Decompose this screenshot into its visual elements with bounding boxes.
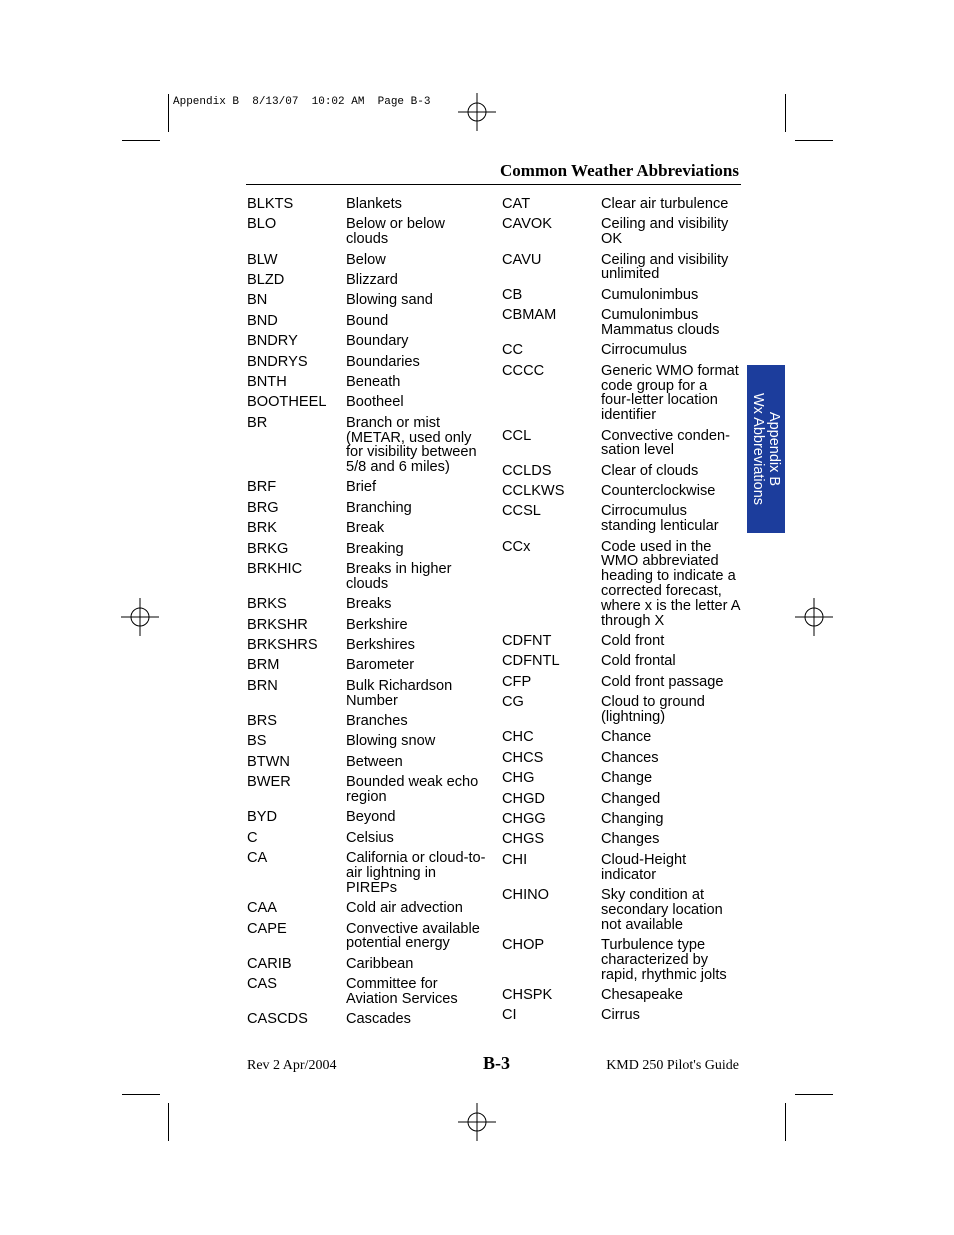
abbreviation-definition: Bulk Richardson Number <box>346 677 453 709</box>
abbreviation-code: CCLKWS <box>502 483 565 500</box>
abbreviation-code: CAS <box>247 976 278 993</box>
abbreviation-definition: Chances <box>601 749 659 766</box>
abbreviation-definition: Clear air turbulence <box>601 196 729 212</box>
abbreviation-definition: Berkshire <box>346 616 408 633</box>
crop-mark <box>122 140 160 141</box>
abbreviation-entry <box>247 977 486 1007</box>
abbreviation-entry <box>502 938 741 982</box>
abbreviation-definition: Breaks in higher clouds <box>346 561 452 592</box>
abbreviation-entry <box>247 714 486 729</box>
abbreviation-code: BRKSHR <box>247 616 308 633</box>
registration-mark-icon <box>795 598 833 636</box>
abbreviation-code: BRK <box>247 520 278 537</box>
abbreviation-entry <box>502 634 741 649</box>
abbreviation-entry <box>247 562 486 592</box>
abbreviation-entry <box>247 810 486 825</box>
abbreviation-code: CCSL <box>502 503 541 520</box>
abbreviation-code: BRS <box>247 712 278 729</box>
footer-page-number: B-3 <box>483 1053 510 1073</box>
abbreviation-definition: Blowing sand <box>346 292 433 309</box>
abbreviation-code: CHC <box>502 729 534 746</box>
abbreviation-code: CAT <box>502 196 531 212</box>
abbreviation-code: CHG <box>502 770 535 787</box>
abbreviation-definition: Committee for Aviation Services <box>346 976 458 1007</box>
crop-mark <box>168 1103 169 1141</box>
abbreviation-entry <box>502 832 741 847</box>
abbreviation-entry <box>247 395 486 410</box>
abbreviation-entry <box>247 734 486 749</box>
abbreviation-entry <box>502 751 741 766</box>
abbreviation-code: CCL <box>502 427 532 444</box>
abbreviation-definition: Changed <box>601 790 661 807</box>
abbreviation-code: CARIB <box>247 955 292 972</box>
abbreviation-code: CI <box>502 1007 517 1024</box>
abbreviation-code: CCLDS <box>502 462 552 479</box>
registration-mark-icon <box>458 93 496 131</box>
abbreviation-definition: Blowing snow <box>346 733 436 750</box>
abbreviation-code: C <box>247 829 258 846</box>
abbreviation-definition: Branch or mist (METAR, used only for visibility between 5/8 and 6 miles) <box>346 414 477 476</box>
abbreviation-entry <box>247 480 486 495</box>
abbreviation-entry <box>247 831 486 846</box>
registration-mark-icon <box>458 1103 496 1141</box>
abbreviation-definition: Convective available potential energy <box>346 920 480 952</box>
abbreviation-code: BRKSHRS <box>247 637 318 654</box>
abbreviation-definition: Beyond <box>346 809 396 826</box>
abbreviation-code: CA <box>247 850 268 867</box>
abbreviation-code: BRKG <box>247 540 289 557</box>
abbreviation-entry <box>502 675 741 690</box>
abbreviation-definition: Branches <box>346 712 408 729</box>
abbreviation-code: BYD <box>247 809 278 826</box>
abbreviation-code: CAPE <box>247 920 287 937</box>
abbreviation-definition: Breaks <box>346 596 392 613</box>
abbreviation-entry <box>247 197 486 212</box>
abbreviation-code: BRM <box>247 657 280 674</box>
abbreviation-code: BN <box>247 292 268 309</box>
crop-mark <box>795 1094 833 1095</box>
abbreviation-code: CCCC <box>502 362 545 379</box>
abbreviation-code: BLW <box>247 251 278 268</box>
abbreviation-entry <box>247 253 486 268</box>
abbreviation-code: BRN <box>247 677 278 694</box>
abbreviation-entry <box>502 853 741 883</box>
abbreviation-entry <box>247 293 486 308</box>
abbreviation-entry <box>247 922 486 952</box>
abbreviation-code: CHI <box>502 851 528 868</box>
abbreviation-code: BRKHIC <box>247 561 303 578</box>
abbreviation-definition: Changing <box>601 810 664 827</box>
abbreviation-entry <box>502 654 741 669</box>
abbreviation-entry <box>247 957 486 972</box>
abbreviation-code: CBMAM <box>502 307 557 324</box>
abbreviation-entry <box>247 638 486 653</box>
abbreviation-entry <box>502 253 741 283</box>
abbreviation-definition: Caribbean <box>346 955 414 972</box>
abbreviation-entry <box>247 679 486 709</box>
abbreviation-entry <box>247 542 486 557</box>
abbreviation-definition: Counterclockwise <box>601 483 716 500</box>
abbreviation-code: CHOP <box>502 936 545 953</box>
abbreviation-definition: Change <box>601 770 653 787</box>
abbreviation-code: CHINO <box>502 886 550 903</box>
abbreviation-definition: Code used in the WMO abbreviated heading to indicate a corrected forecast, where x is the letter A through X <box>601 538 740 629</box>
abbreviation-entry <box>502 484 741 499</box>
abbreviation-entry <box>247 521 486 536</box>
abbreviation-definition: Cold frontal <box>601 653 676 670</box>
abbreviation-entry <box>247 501 486 516</box>
abbreviation-entry <box>502 792 741 807</box>
abbreviation-definition: Berkshires <box>346 637 415 654</box>
side-tab-text <box>750 393 782 505</box>
abbreviation-entry <box>247 658 486 673</box>
abbreviation-code: CHGG <box>502 810 546 827</box>
abbreviation-definition: Beneath <box>346 373 401 390</box>
abbreviation-code: BLKTS <box>247 196 294 212</box>
page-title: Common Weather Abbreviations <box>500 161 739 180</box>
side-tab-line-2: Wx Abbreviations <box>750 392 766 506</box>
abbreviation-code: CAVOK <box>502 216 553 233</box>
abbreviation-code: CDFNTL <box>502 653 560 670</box>
abbreviation-definition: Boundary <box>346 333 409 350</box>
abbreviation-entry <box>247 755 486 770</box>
abbreviation-code: CHSPK <box>502 986 553 1003</box>
abbreviation-definition: Convective conden-sation level <box>601 427 730 459</box>
abbreviation-definition: Cirrocumulus <box>601 342 687 359</box>
abbreviation-code: BLO <box>247 216 277 233</box>
abbreviation-definition: Barometer <box>346 657 415 674</box>
abbreviation-code: CDFNT <box>502 633 552 650</box>
abbreviation-entry <box>502 308 741 338</box>
abbreviation-code: BRKS <box>247 596 287 613</box>
crop-mark <box>785 1103 786 1141</box>
abbreviation-entry <box>247 273 486 288</box>
abbreviation-code: CFP <box>502 673 532 690</box>
abbreviation-definition: Changes <box>601 831 660 848</box>
abbreviation-definition: Ceiling and visibility unlimited <box>601 251 729 283</box>
crop-mark <box>795 140 833 141</box>
abbreviation-definition: Boundaries <box>346 353 420 370</box>
abbreviation-entry <box>247 416 486 475</box>
abbreviation-definition: Breaking <box>346 540 404 557</box>
abbreviation-definition: Turbulence type characterized by rapid, rhythmic jolts <box>601 936 727 983</box>
abbreviation-code: BND <box>247 312 278 329</box>
footer-revision: Rev 2 Apr/2004 <box>247 1058 337 1073</box>
abbreviation-entry <box>502 540 741 629</box>
abbreviation-definition: Blankets <box>346 196 402 212</box>
abbreviation-definition: Cold air advection <box>346 900 463 917</box>
abbreviation-definition: Celsius <box>346 829 394 846</box>
abbreviation-code: BR <box>247 414 268 431</box>
abbreviation-definition: California or cloud-to-air lightning in PIREPs <box>346 850 486 896</box>
abbreviation-entry <box>502 464 741 479</box>
abbreviation-definition: Blizzard <box>346 271 398 288</box>
abbreviation-definition: Bootheel <box>346 394 404 411</box>
abbreviation-definition: Break <box>346 520 385 537</box>
abbreviation-definition: Sky condition at secondary location not available <box>601 886 723 933</box>
registration-mark-icon <box>121 598 159 636</box>
abbreviation-entry <box>247 355 486 370</box>
abbreviation-definition: Cloud-Height indicator <box>601 851 687 883</box>
abbreviation-entry <box>502 695 741 725</box>
abbreviation-code: BNTH <box>247 373 287 390</box>
abbreviation-definition: Cascades <box>346 1011 411 1028</box>
abbreviation-code: CHGD <box>502 790 545 807</box>
abbreviation-definition: Brief <box>346 479 377 496</box>
abbreviation-code: BLZD <box>247 271 285 288</box>
abbreviation-code: BRF <box>247 479 277 496</box>
abbreviation-definition: Cumulonimbus Mammatus clouds <box>601 307 720 338</box>
abbreviation-definition: Cold front passage <box>601 673 724 690</box>
crop-mark <box>122 1094 160 1095</box>
abbreviation-entry <box>247 851 486 895</box>
abbreviation-definition: Ceiling and visibility OK <box>601 216 729 248</box>
header-rule <box>246 184 741 185</box>
abbreviation-definition: Cold front <box>601 633 665 650</box>
crop-mark <box>168 94 169 132</box>
abbreviation-definition: Bound <box>346 312 389 329</box>
abbreviation-definition: Chance <box>601 729 652 746</box>
abbreviation-entry <box>502 888 741 932</box>
abbreviation-entry <box>502 1008 741 1023</box>
abbreviation-definition: Cirrus <box>601 1007 640 1024</box>
abbreviation-code: BNDRYS <box>247 353 308 370</box>
abbreviation-definition: Chesapeake <box>601 986 683 1003</box>
abbreviation-entry <box>247 314 486 329</box>
abbreviation-definition: Generic WMO format code group for a four-letter location identifier <box>601 362 739 424</box>
abbreviation-definition: Between <box>346 753 403 770</box>
abbreviation-definition: Cumulonimbus <box>601 286 699 303</box>
abbreviation-code: BNDRY <box>247 333 298 350</box>
abbreviation-definition: Cirrocumulus standing lenticular <box>601 503 719 535</box>
abbreviation-entry <box>247 1012 486 1027</box>
abbreviation-definition: Clear of clouds <box>601 462 699 479</box>
abbreviation-entry <box>502 812 741 827</box>
abbreviation-entry <box>502 364 741 423</box>
abbreviation-column-left <box>247 197 486 1033</box>
abbreviation-entry <box>247 775 486 805</box>
footer-guide-title: KMD 250 Pilot's Guide <box>606 1058 739 1073</box>
abbreviation-definition: Branching <box>346 499 412 516</box>
abbreviation-code: BWER <box>247 774 291 791</box>
abbreviation-entry <box>247 597 486 612</box>
abbreviation-entry <box>502 217 741 247</box>
abbreviation-entry <box>502 343 741 358</box>
abbreviation-code: CG <box>502 694 524 711</box>
abbreviation-code: CHCS <box>502 749 544 766</box>
abbreviation-code: CCx <box>502 538 531 555</box>
abbreviation-entry <box>247 375 486 390</box>
printer-slug: Appendix B 8/13/07 10:02 AM Page B-3 <box>173 96 431 108</box>
appendix-side-tab <box>747 365 785 533</box>
abbreviation-definition: Below or below clouds <box>346 216 445 248</box>
abbreviation-entry <box>502 730 741 745</box>
abbreviation-entry <box>502 197 741 212</box>
abbreviation-entry <box>247 618 486 633</box>
abbreviation-entry <box>247 217 486 247</box>
abbreviation-entry <box>502 288 741 303</box>
abbreviation-definition: Cloud to ground (lightning) <box>601 694 705 726</box>
abbreviation-entry <box>247 901 486 916</box>
abbreviation-code: CAA <box>247 900 278 917</box>
abbreviation-definition: Below <box>346 251 386 268</box>
abbreviation-entry <box>247 334 486 349</box>
abbreviation-code: CAVU <box>502 251 542 268</box>
abbreviation-code: BTWN <box>247 753 290 770</box>
abbreviation-entry <box>502 504 741 534</box>
side-tab-line-1: Appendix B <box>766 411 782 487</box>
abbreviation-code: CHGS <box>502 831 545 848</box>
abbreviation-code: CB <box>502 286 523 303</box>
abbreviation-code: BOOTHEEL <box>247 394 327 411</box>
abbreviation-code: BRG <box>247 499 279 516</box>
abbreviation-code: BS <box>247 733 267 750</box>
abbreviation-entry <box>502 429 741 459</box>
abbreviation-definition: Bounded weak echo region <box>346 774 479 805</box>
abbreviation-column-right <box>502 197 741 1029</box>
abbreviation-entry <box>502 988 741 1003</box>
abbreviation-code: CASCDS <box>247 1011 308 1028</box>
crop-mark <box>785 94 786 132</box>
abbreviation-entry <box>502 771 741 786</box>
abbreviation-code: CC <box>502 342 524 359</box>
